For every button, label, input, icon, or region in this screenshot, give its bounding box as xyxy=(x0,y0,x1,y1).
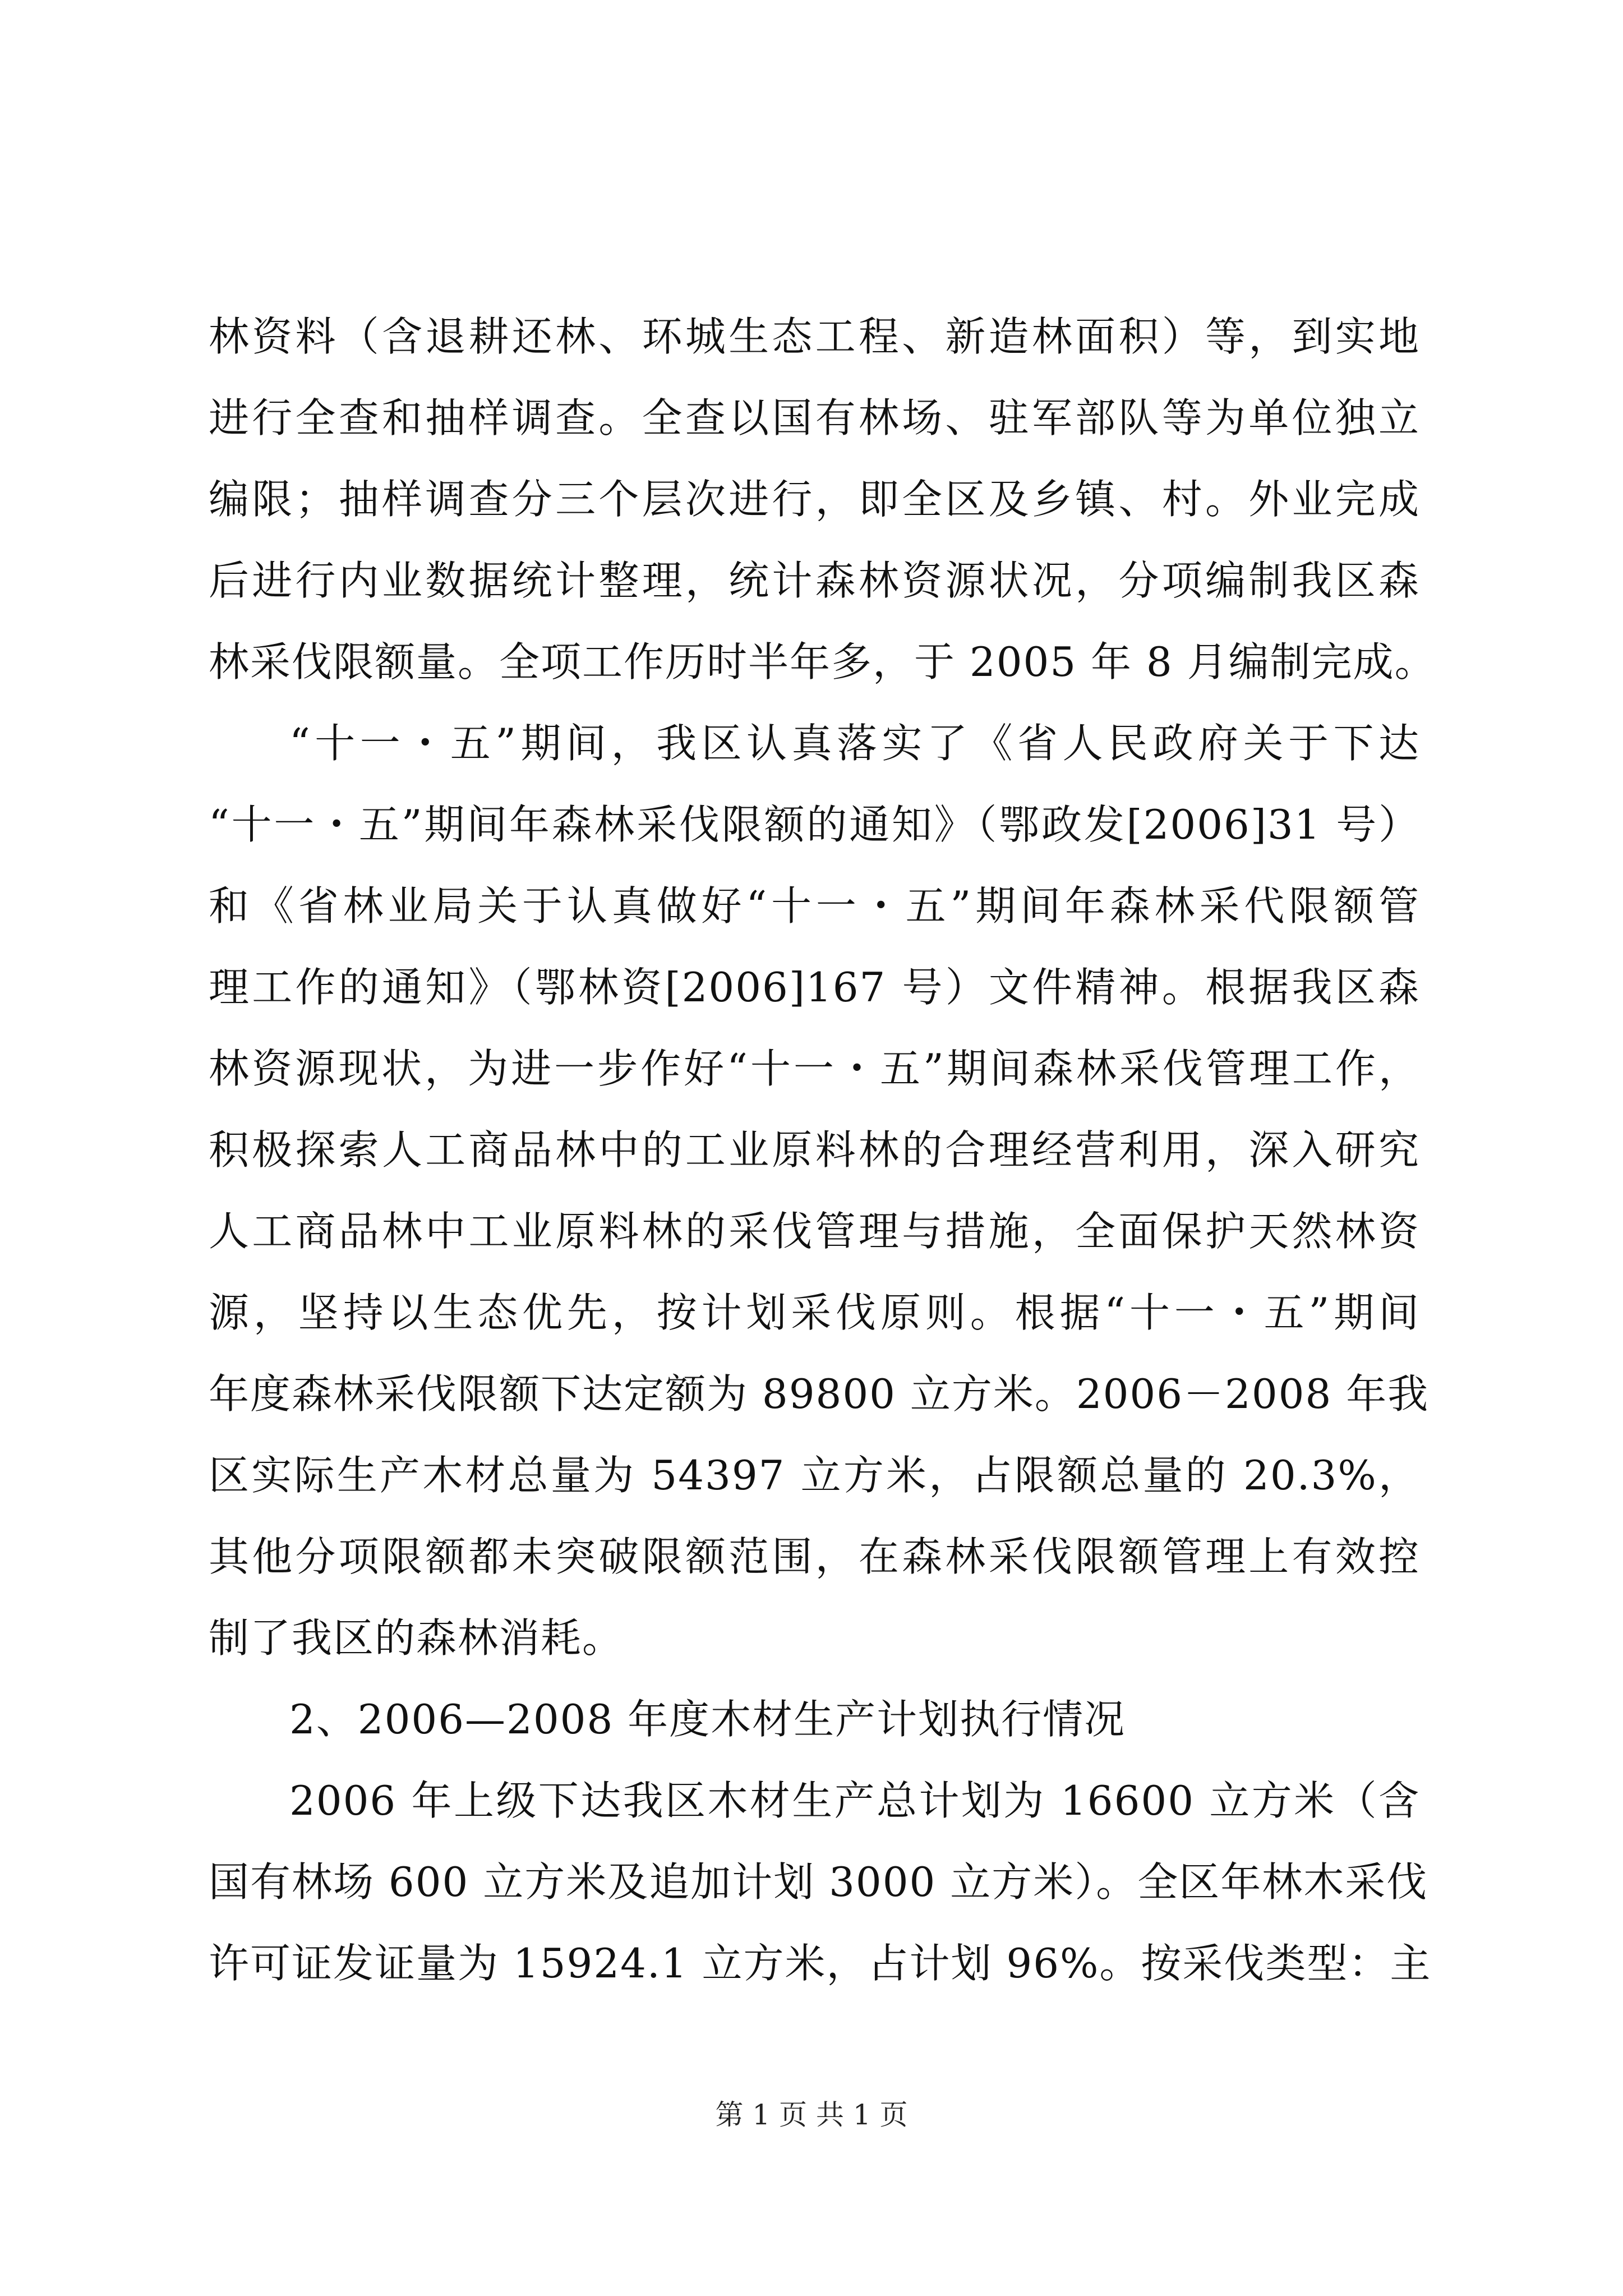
text-line: 积极探索人工商品林中的工业原料林的合理经营利用，深入研究 xyxy=(209,1126,1420,1174)
text-line: 和《省林业局关于认真做好“十一・五”期间年森林采代限额管 xyxy=(209,882,1420,930)
text-line: 林采伐限额量。全项工作历时半年多，于 2005 年 8 月编制完成。 xyxy=(209,638,1436,685)
text-line: 其他分项限额都未突破限额范围，在森林采伐限额管理上有效控 xyxy=(209,1533,1420,1580)
text-line: 2、2006—2008 年度木材生产计划执行情况 xyxy=(289,1696,1126,1743)
text-line: 制了我区的森林消耗。 xyxy=(209,1614,624,1662)
text-line: 许可证发证量为 15924.1 立方米，占计划 96%。按采伐类型：主 xyxy=(209,1940,1432,1987)
text-line: 源，坚持以生态优先，按计划采伐原则。根据“十一・五”期间 xyxy=(209,1289,1420,1336)
text-line: 人工商品林中工业原料林的采伐管理与措施，全面保护天然林资 xyxy=(209,1208,1420,1255)
text-line: “十一・五”期间，我区认真落实了《省人民政府关于下达 xyxy=(289,720,1420,767)
text-line: 林资料（含退耕还林、环城生态工程、新造林面积）等，到实地 xyxy=(209,313,1420,360)
text-line: 国有林场 600 立方米及追加计划 3000 立方米）。全区年林木采伐 xyxy=(209,1858,1428,1906)
text-line: 林资源现状，为进一步作好“十一・五”期间森林采伐管理工作， xyxy=(209,1045,1420,1092)
text-line: 编限；抽样调查分三个层次进行，即全区及乡镇、村。外业完成 xyxy=(209,476,1420,523)
page-footer: 第 1 页 共 1 页 xyxy=(715,2099,908,2131)
text-line: 区实际生产木材总量为 54397 立方米，占限额总量的 20.3%， xyxy=(209,1452,1420,1499)
text-line: 理工作的通知》（鄂林资[2006]167 号）文件精神。根据我区森 xyxy=(209,964,1420,1011)
text-line: 进行全查和抽样调查。全查以国有林场、驻军部队等为单位独立 xyxy=(209,394,1420,441)
text-line: 2006 年上级下达我区木材生产总计划为 16600 立方米（含 xyxy=(289,1777,1420,1824)
text-line: 年度森林采伐限额下达定额为 89800 立方米。2006－2008 年我 xyxy=(209,1370,1430,1418)
text-line: “十一・五”期间年森林采伐限额的通知》（鄂政发[2006]31 号） xyxy=(209,801,1420,848)
text-line: 后进行内业数据统计整理，统计森林资源状况，分项编制我区森 xyxy=(209,557,1420,604)
document-body xyxy=(209,296,1436,2004)
